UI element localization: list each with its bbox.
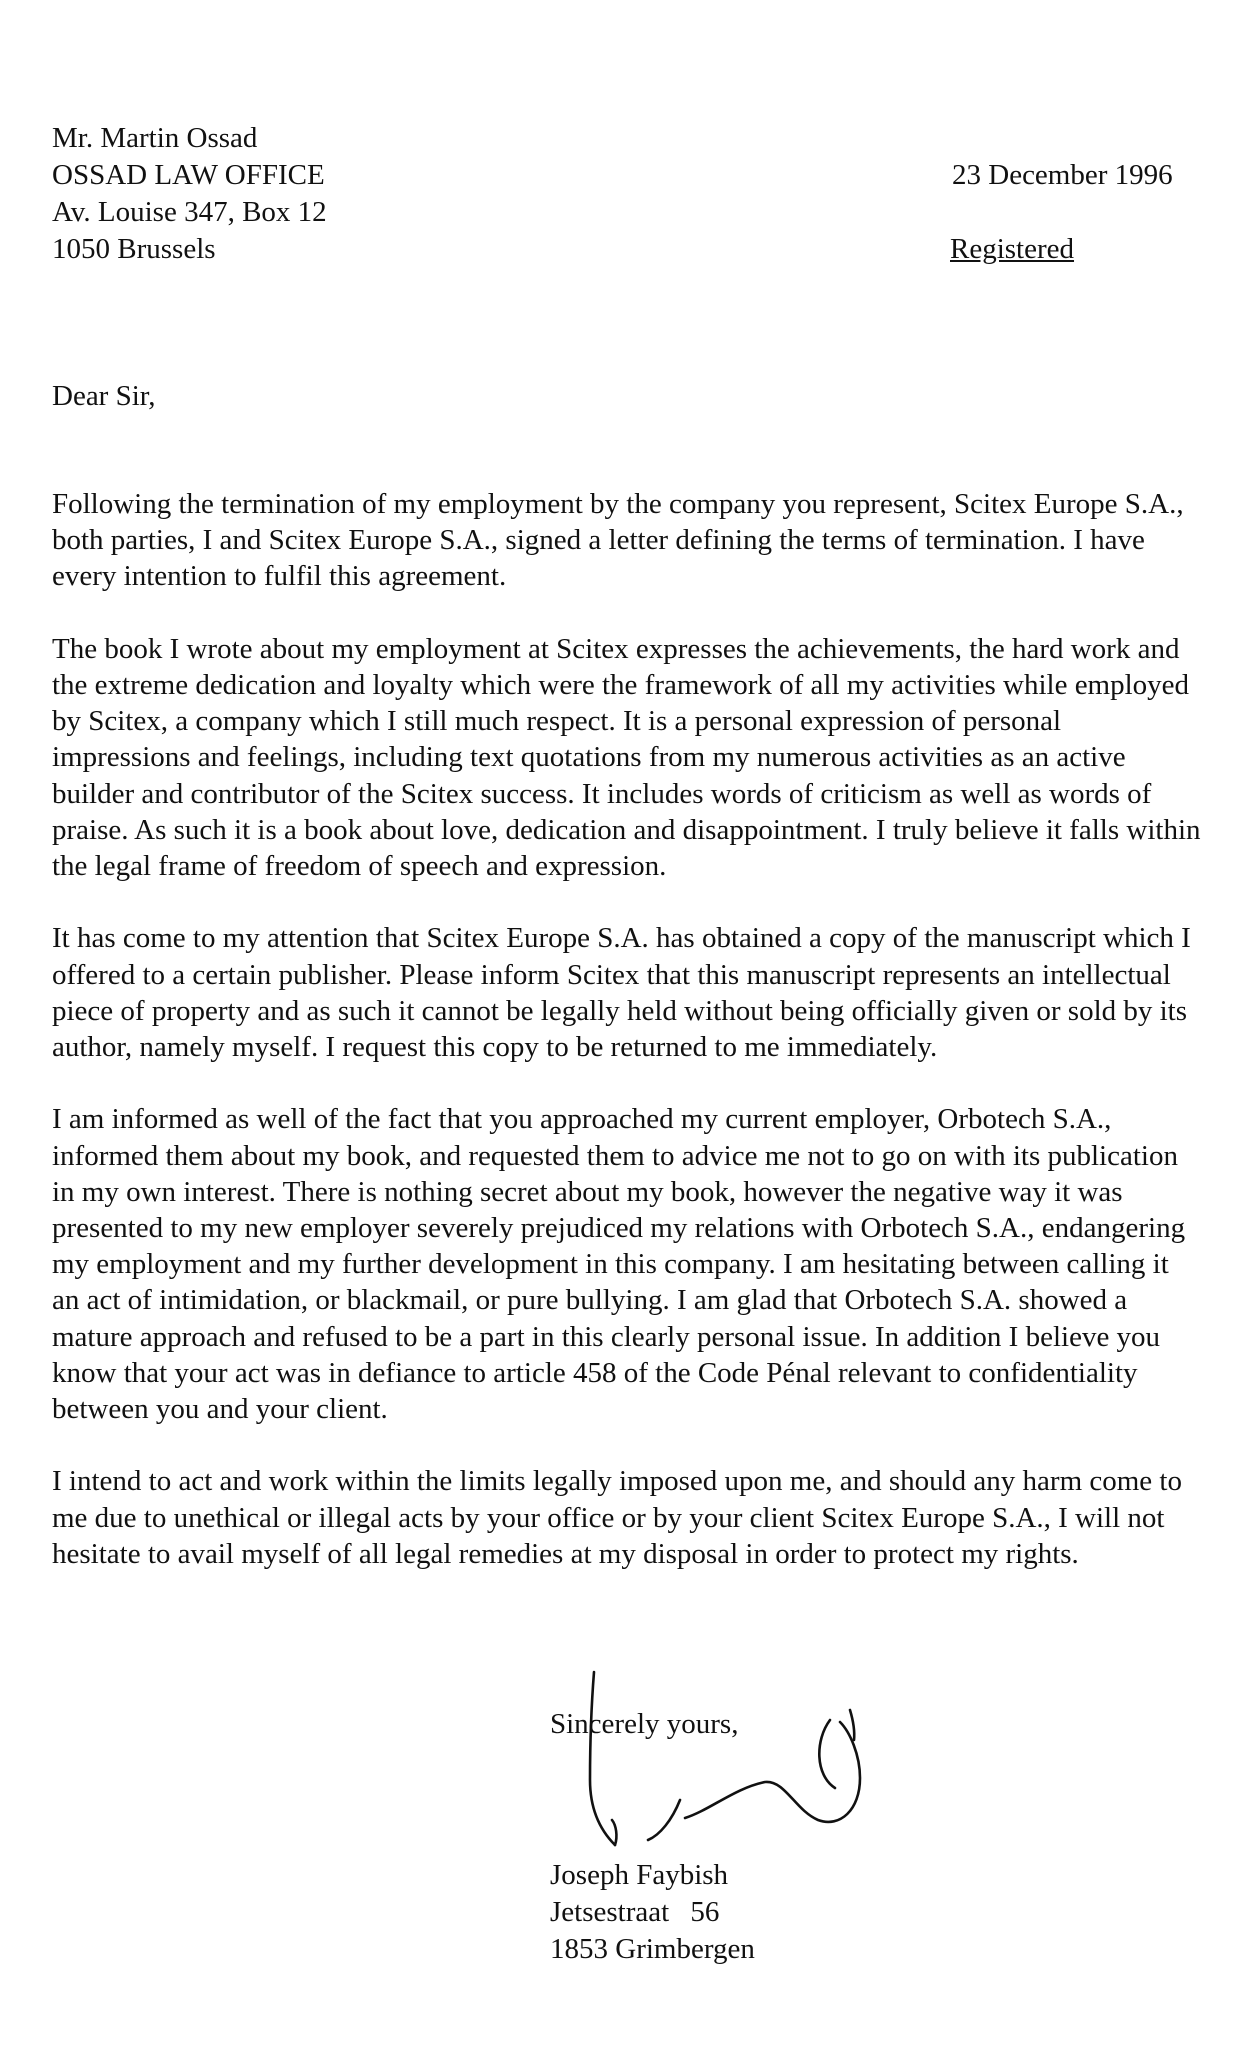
letter-date: 23 December 1996 (952, 159, 1173, 191)
signer-street: Jetsestraat 56 (550, 1896, 720, 1928)
body-paragraph: It has come to my attention that Scitex Europe S.A. has obtained a copy of the manuscript which I offered to a certain publisher. Please inform Scitex that this manuscript represents an intellectual piece of property and as such it cannot be legally held without being officially given or sold by its author, namely myself. I request this copy to be returned to me immediately. (52, 922, 1191, 1064)
body-paragraph: I intend to act and work within the limits legally imposed upon me, and should any harm come to me due to unethical or illegal acts by your office or by your client Scitex Europe S.A., I will not hesitate to avail myself of all legal remedies at my disposal in order to protect my rights. (52, 1465, 1182, 1570)
handwritten-signature (560, 1660, 890, 1880)
salutation: Dear Sir, (52, 380, 156, 412)
recipient-name: Mr. Martin Ossad (52, 122, 258, 154)
recipient-firm: OSSAD LAW OFFICE (52, 159, 325, 191)
signer-city: 1853 Grimbergen (550, 1933, 755, 1965)
body-paragraph: I am informed as well of the fact that you approached my current employer, Orbotech S.A., informed them about my book, and requested them to advice me not to go on with its publication in my own interest. There is nothing secret about my book, however the negative way it was presented to my new employer severely prejudiced my relations with Orbotech S.A., endangering my employment and my further development in this company. I am hesitating between calling it an act of intimidation, or blackmail, or pure bullying. I am glad that Orbotech S.A. showed a mature approach and refused to be a part in this clearly personal issue. In addition I believe you know that your act was in defiance to article 458 of the Code Pénal relevant to confidentiality between you and your client. (52, 1103, 1186, 1426)
delivery-note: Registered (950, 233, 1075, 265)
letter-body (52, 486, 1202, 1608)
recipient-street: Av. Louise 347, Box 12 (52, 196, 327, 228)
body-paragraph: Following the termination of my employment by the company you represent, Scitex Europe S.A., both parties, I and Scitex Europe S.A., signed a letter defining the terms of termination. I have every intention to fulfil this agreement. (52, 488, 1184, 593)
recipient-city: 1050 Brussels (52, 233, 216, 265)
recipient-address (52, 120, 327, 268)
body-paragraph: The book I wrote about my employment at Scitex expresses the achievements, the hard work and the extreme dedication and loyalty which were the framework of all my activities while employed by Scitex, a company which I still much respect. It is a personal expression of personal impressions and feelings, including text quotations from my numerous activities as an active builder and contributor of the Scitex success. It includes words of criticism as well as words of praise. As such it is a book about love, dedication and disappointment. I truly believe it falls within the legal frame of freedom of speech and expression. (52, 632, 1201, 883)
signer-name: Joseph Faybish (550, 1859, 729, 1891)
signer-address (550, 1857, 755, 1968)
closing: Sincerely yours, (550, 1708, 739, 1740)
